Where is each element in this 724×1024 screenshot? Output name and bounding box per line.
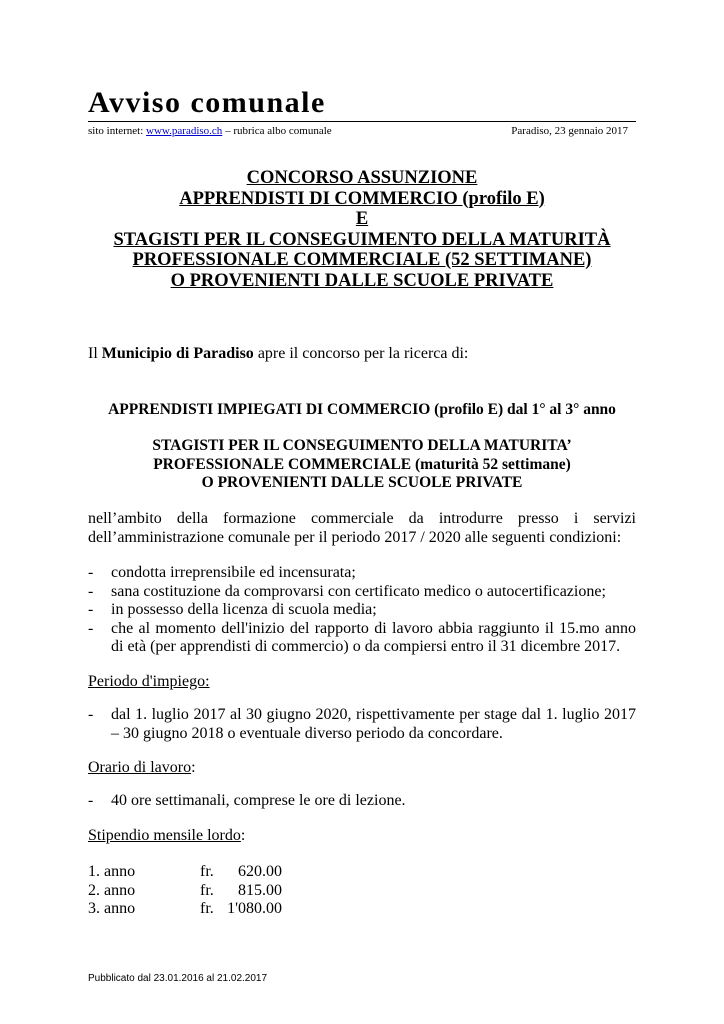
salary-table [88, 863, 282, 919]
salary-year: 2. anno [88, 881, 136, 899]
header-meta [88, 125, 628, 137]
salary-table-wrapper [88, 863, 282, 919]
salary-heading-colon: : [240, 827, 246, 844]
period-heading [88, 673, 636, 692]
condition-item: - che al momento dell'inizio del rapporto di lavoro abbia raggiunto il 15.mo anno di età (per apprendisti di commercio) o da compiersi entro il 31 dicembre 2017. [88, 620, 636, 657]
condition-item: - in possesso della licenza di scuola media; [88, 601, 636, 620]
headline-line: CONCORSO ASSUNZIONE [246, 168, 478, 188]
salary-row [88, 900, 282, 919]
salary-currency: fr. [200, 863, 214, 880]
position-apprentices: APPRENDISTI IMPIEGATI DI COMMERCIO (profilo E) dal 1° al 3° anno [108, 401, 616, 418]
position-interns-line: O PROVENIENTI DALLE SCUOLE PRIVATE [201, 474, 523, 491]
salary-currency: fr. [200, 900, 214, 917]
header-rule [88, 121, 636, 122]
position-interns-line: PROFESSIONALE COMMERCIALE (maturità 52 settimane) [153, 455, 571, 473]
site-prefix: sito internet: [88, 125, 147, 137]
headline-line: E [355, 209, 369, 229]
headline-line: STAGISTI PER IL CONSEGUIMENTO DELLA MATURITÀ [113, 229, 611, 250]
context-line: dell’amministrazione comunale per il periodo 2017 / 2020 alle seguenti condizioni: [88, 528, 622, 546]
hours-heading-text: Orario di lavoro [88, 759, 192, 776]
salary-amount: 815.00 [238, 881, 282, 899]
intro-suffix: apre il concorso per la ricerca di: [253, 345, 469, 362]
publication-footer: Pubblicato dal 23.01.2016 al 21.02.2017 [88, 973, 268, 984]
headline-block [88, 168, 636, 291]
salary-amount: 620.00 [238, 863, 282, 880]
hours-heading [88, 759, 636, 778]
salary-currency: fr. [200, 881, 214, 899]
position-interns-line: STAGISTI PER IL CONSEGUIMENTO DELLA MATURITA’ [152, 437, 572, 454]
site-link[interactable]: www.paradiso.ch [146, 125, 223, 137]
municipality-name: Municipio di Paradiso [101, 345, 254, 362]
conditions-list [88, 564, 636, 657]
context-line: nell’ambito della formazione commerciale da introdurre presso i servizi [88, 510, 636, 527]
context-paragraph [88, 510, 636, 547]
hours-item: - 40 ore settimanali, comprese le ore di lezione. [88, 792, 636, 811]
condition-item: - sana costituzione da comprovarsi con certificato medico o autocertificazione; [88, 583, 636, 602]
period-item: - dal 1. luglio 2017 al 30 giugno 2020, rispettivamente per stage dal 1. luglio 2017 – 30 giugno 2018 o eventuale diverso periodo da concordare. [88, 706, 636, 743]
salary-amount: 1'080.00 [227, 900, 282, 917]
period-list [88, 706, 636, 743]
salary-heading-text: Stipendio mensile lordo [88, 827, 241, 844]
notice-date: Paradiso, 23 gennaio 2017 [511, 125, 628, 137]
intro-paragraph [88, 345, 636, 364]
salary-heading [88, 827, 636, 846]
site-suffix: – rubrica albo comunale [222, 125, 332, 137]
salary-row [88, 882, 282, 901]
salary-year: 1. anno [88, 863, 136, 880]
intro-prefix: Il [88, 345, 102, 362]
hours-list [88, 792, 636, 811]
salary-row [88, 863, 282, 882]
headline-line: APPRENDISTI DI COMMERCIO (profilo E) [179, 188, 545, 209]
headline-line: PROFESSIONALE COMMERCIALE (52 SETTIMANE) [132, 250, 592, 270]
hours-heading-colon: : [191, 759, 196, 776]
notice-title: Avviso comunale [88, 86, 326, 119]
condition-item: - condotta irreprensibile ed incensurata; [88, 564, 636, 583]
headline-line: O PROVENIENTI DALLE SCUOLE PRIVATE [170, 270, 554, 291]
salary-year: 3. anno [88, 900, 136, 917]
position-interns [88, 437, 636, 493]
period-heading-text: Periodo d'impiego: [88, 673, 210, 690]
